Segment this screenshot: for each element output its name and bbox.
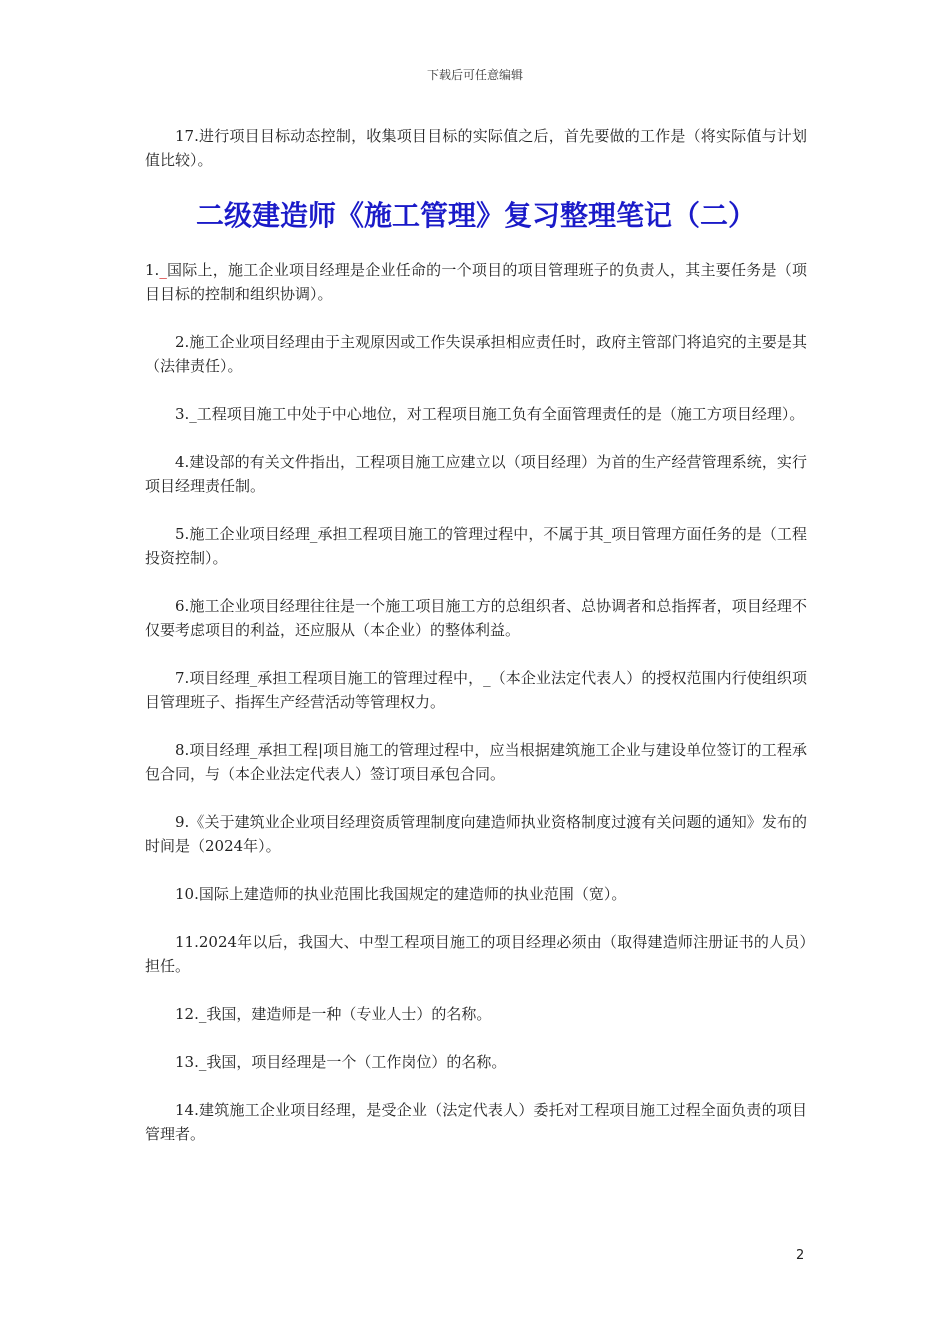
list-item-9: 9.《关于建筑业企业项目经理资质管理制度向建造师执业资格制度过渡有关问题的通知》发布的时间是（2024年）。: [145, 813, 807, 855]
list-item-5: 5.施工企业项目经理_承担工程项目施工的管理过程中，不属于其_项目管理方面任务的是（工程投资控制）。: [145, 525, 807, 567]
document-body: [145, 124, 807, 1170]
list-item-2: 2.施工企业项目经理由于主观原因或工作失误承担相应责任时，政府主管部门将追究的主要是其（法律责任）。: [145, 333, 807, 375]
list-item-4: 4.建设部的有关文件指出，工程项目施工应建立以（项目经理）为首的生产经营管理系统，实行项目经理责任制。: [145, 453, 807, 495]
item-number: 1.: [145, 261, 160, 279]
edit-mark: _: [159, 261, 167, 279]
list-item-10: 10.国际上建造师的执业范围比我国规定的建造师的执业范围（宽）。: [175, 885, 627, 903]
page-number: 2: [796, 1248, 805, 1263]
header-note: 下载后可任意编辑: [426, 68, 523, 82]
list-item-6: 6.施工企业项目经理往往是一个施工项目施工方的总组织者、总协调者和总指挥者，项目经理不仅要考虑项目的利益，还应服从（本企业）的整体利益。: [145, 597, 807, 639]
list-item-11: 11.2024年以后，我国大、中型工程项目施工的项目经理必须由（取得建造师注册证书的人员）担任。: [145, 933, 807, 975]
document-title: 二级建造师《施工管理》复习整理笔记（二）: [195, 199, 756, 232]
list-item-14: 14.建筑施工企业项目经理，是受企业（法定代表人）委托对工程项目施工过程全面负责的项目管理者。: [145, 1101, 807, 1143]
list-item-13: 13._我国，项目经理是一个（工作岗位）的名称。: [175, 1053, 507, 1071]
list-item-3: 3._工程项目施工中处于中心地位，对工程项目施工负有全面管理责任的是（施工方项目经理）。: [175, 405, 805, 423]
intro-paragraph: 17.进行项目目标动态控制，收集项目目标的实际值之后，首先要做的工作是（将实际值与计划值比较）。: [145, 127, 807, 169]
item-text: 国际上，施工企业项目经理是企业任命的一个项目的项目管理班子的负责人，其主要任务是（项目目标的控制和组织协调）。: [145, 261, 807, 303]
list-item-8: 8.项目经理_承担工程|项目施工的管理过程中，应当根据建筑施工企业与建设单位签订的工程承包合同，与（本企业法定代表人）签订项目承包合同。: [145, 741, 807, 783]
list-item-7: 7.项目经理_承担工程项目施工的管理过程中，_（本企业法定代表人）的授权范围内行使组织项目管理班子、指挥生产经营活动等管理权力。: [145, 669, 807, 711]
list-item-1: [145, 258, 807, 306]
list-item-12: 12._我国，建造师是一种（专业人士）的名称。: [175, 1005, 492, 1023]
